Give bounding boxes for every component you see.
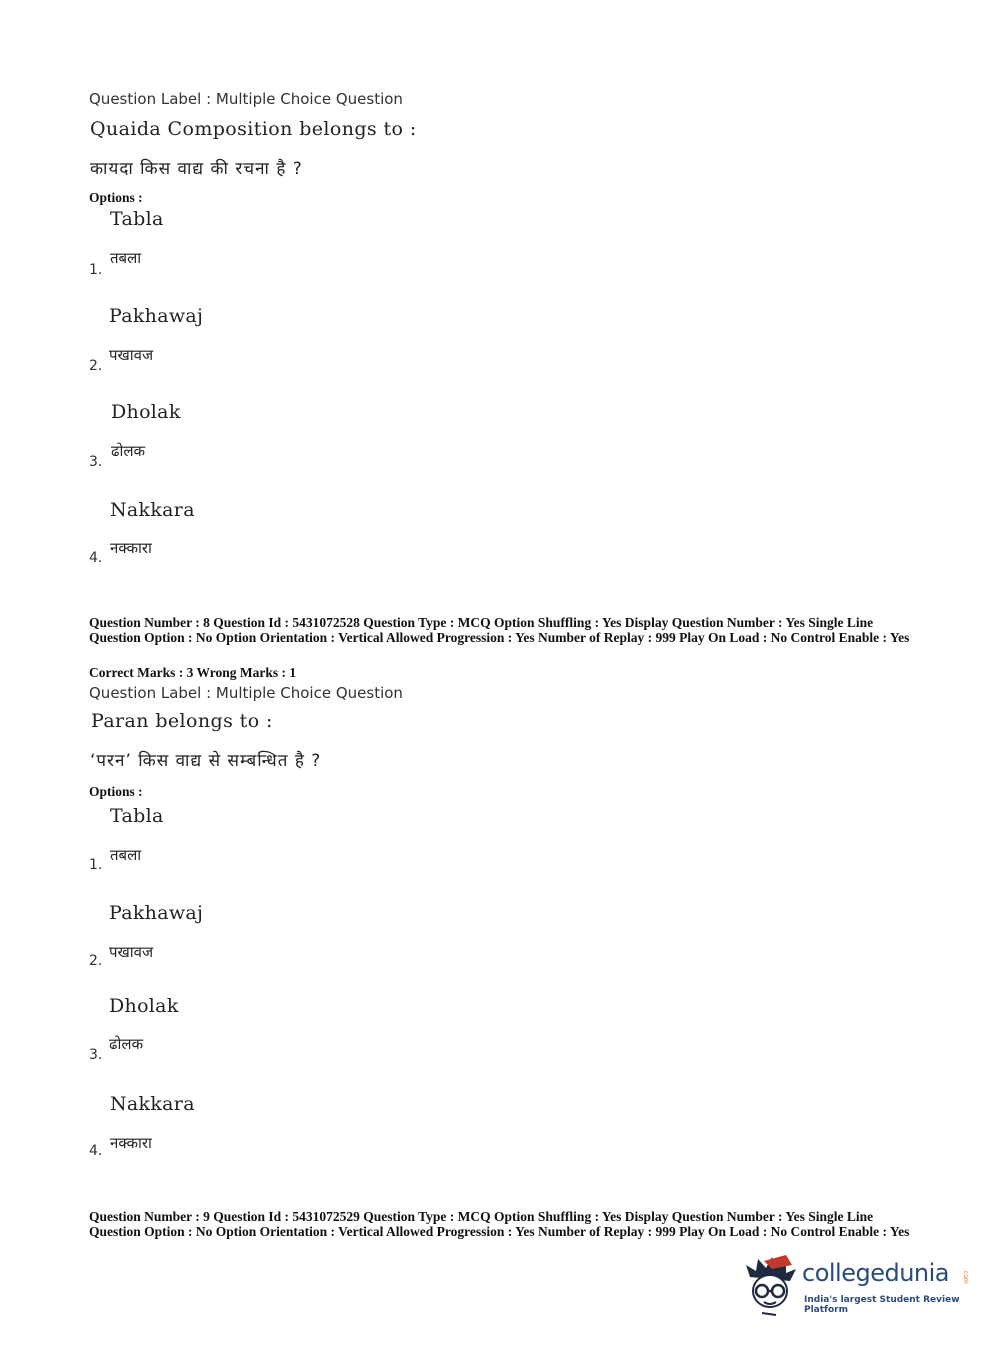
q8-marks: Correct Marks : 3 Wrong Marks : 1 [89,665,297,680]
option-text-en: Nakkara [110,1093,195,1115]
option-number: 4. [89,550,103,566]
logo-wordmark: collegedunia [802,1259,950,1287]
option-text-en: Tabla [110,805,164,827]
option-number: 4. [89,1143,103,1159]
logo-tagline: India's largest Student Review Platform [804,1295,960,1315]
option-text-hi: नक्कारा [110,539,152,557]
option-text-en: Dholak [111,401,181,423]
option-text-en: Tabla [110,208,164,230]
option-text-hi: नक्कारा [110,1134,152,1152]
option-text-en: Pakhawaj [109,305,204,327]
option-text-hi: पखावज [109,943,154,961]
option-text-en: Dholak [109,995,179,1017]
q8-metadata: Question Number : 8 Question Id : 5431072528 Question Type : MCQ Option Shuffling : Yes Display Question Number : Yes Single Line Question Option : No Option Orientation : Vertical Allowed Progression : Yes Number of Replay : 999 Play On Load : No Control Enable : Yes [89,615,910,645]
option-text-hi: ढोलक [109,1035,144,1053]
q9-metadata: Question Number : 9 Question Id : 5431072529 Question Type : MCQ Option Shuffling : Yes Display Question Number : Yes Single Line Question Option : No Option Orientation : Vertical Allowed Progression : Yes Number of Replay : 999 Play On Load : No Control Enable : Yes [89,1209,910,1239]
q7-question-text-en: Quaida Composition belongs to : [90,118,417,140]
collegedunia-logo [742,1255,982,1317]
option-number: 2. [89,358,103,374]
q8-question-text-hi: ‘परन’ किस वाद्य से सम्बन्धित है ? [90,751,322,771]
option-text-hi: ढोलक [111,442,146,460]
option-text-hi: तबला [110,846,142,864]
option-number: 3. [89,454,103,470]
q8-question-label: Question Label : Multiple Choice Question [89,684,403,702]
option-number: 1. [89,262,103,278]
q8-question-text-en: Paran belongs to : [91,710,273,732]
q7-question-label: Question Label : Multiple Choice Question [89,90,403,108]
logo-suffix: .com [962,1269,969,1284]
q7-options-label: Options : [89,190,143,205]
q7-question-text-hi: कायदा किस वाद्य की रचना है ? [90,159,303,179]
option-text-en: Pakhawaj [109,902,204,924]
option-text-hi: तबला [110,249,142,267]
option-text-hi: पखावज [109,346,154,364]
option-number: 2. [89,953,103,969]
option-text-en: Nakkara [110,499,195,521]
q8-options-label: Options : [89,784,143,799]
option-number: 3. [89,1047,103,1063]
option-number: 1. [89,857,103,873]
mascot-icon [742,1255,802,1317]
